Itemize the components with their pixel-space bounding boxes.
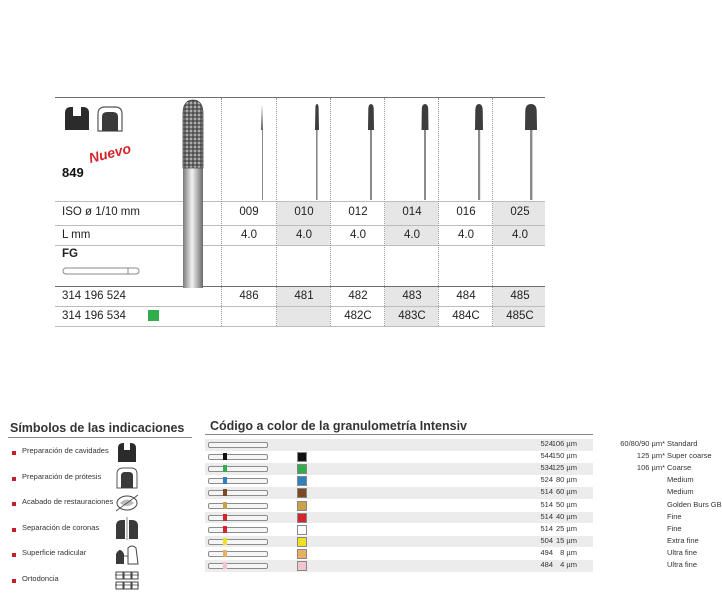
product-number: 849 (62, 165, 84, 180)
restoration-finishing-icon (114, 491, 140, 515)
ref2-value: 484C (452, 310, 480, 322)
bur-shank-icon (208, 527, 268, 533)
color-swatch (297, 561, 307, 571)
ref1-row-label: 314 196 524 (62, 290, 126, 302)
grit-alt-size: 125 µm* (636, 451, 665, 461)
grit-name: Fine (667, 511, 682, 521)
length-value: 4.0 (512, 229, 528, 241)
bur-shank-icon (208, 551, 268, 557)
grit-title: Código a color de la granulometría Intensiv (210, 419, 467, 433)
color-swatch (297, 452, 307, 462)
grit-size: 50 µm (556, 499, 577, 509)
color-band (223, 562, 227, 569)
color-swatch (297, 513, 307, 523)
ref1-value: 485 (510, 290, 530, 302)
grit-row (205, 511, 682, 524)
grit-size: 4 µm (560, 560, 577, 569)
root-surface-icon (114, 542, 140, 566)
grit-code: 524 (540, 475, 553, 485)
grit-code: 504 (540, 535, 553, 545)
bur-shank-icon (208, 563, 268, 569)
color-swatch (297, 464, 307, 474)
grit-name: Fine (667, 523, 682, 533)
length-value: 4.0 (458, 229, 474, 241)
grit-row (205, 499, 722, 512)
grit-row (205, 547, 698, 560)
color-band (223, 453, 227, 460)
grit-code: 534 (540, 463, 553, 473)
crown-separation-icon (114, 517, 140, 541)
ref1-value: 483 (402, 290, 422, 302)
grit-name: Ultra fine (667, 560, 698, 569)
bur-shank-icon (208, 490, 268, 496)
color-swatch (297, 525, 307, 535)
grit-code: 524 (540, 439, 553, 448)
color-swatch (297, 537, 307, 547)
grit-size: 60 µm (556, 487, 577, 497)
bur-shank-icon (208, 478, 268, 484)
grit-code: 484 (540, 560, 553, 569)
color-band (223, 514, 227, 521)
color-band (223, 550, 227, 557)
length-row-label: L mm (62, 229, 91, 241)
ref1-value: 486 (239, 290, 259, 302)
grit-title-rule (205, 434, 593, 435)
grit-size: 8 µm (560, 547, 577, 557)
grit-size: 125 µm (551, 463, 577, 473)
color-band (223, 465, 227, 472)
grit-code: 494 (540, 547, 553, 557)
grit-size: 150 µm (551, 451, 577, 461)
iso-value: 025 (510, 206, 530, 218)
grit-row (205, 523, 682, 536)
bur-shank-icon (208, 466, 268, 472)
iso-row-label: ISO ø 1/10 mm (62, 206, 140, 218)
grit-code: 514 (540, 499, 553, 509)
iso-value: 010 (294, 206, 314, 218)
grit-row (205, 487, 694, 499)
orthodontics-icon (114, 568, 140, 592)
symbol-item (0, 493, 190, 515)
bullet-icon (12, 477, 16, 481)
color-swatch (297, 501, 307, 511)
grit-row (205, 439, 698, 451)
bur-shank-icon (208, 515, 268, 521)
color-band (223, 477, 227, 484)
symbol-label: Separación de coronas (22, 522, 100, 532)
grit-name: Medium (667, 475, 694, 485)
symbol-item (0, 519, 190, 541)
ref1-value: 482 (348, 290, 368, 302)
bullet-icon (12, 579, 16, 583)
grit-name: Medium (667, 487, 694, 497)
grit-name: Ultra fine (667, 547, 698, 557)
grit-name: Extra fine (667, 535, 699, 545)
grit-alt-size: 60/80/90 µm* (620, 439, 665, 448)
grit-name: Golden Burs GB (667, 499, 722, 509)
length-value: 4.0 (350, 229, 366, 241)
length-value: 4.0 (296, 229, 312, 241)
color-band (223, 489, 227, 496)
bur-shank-icon (208, 503, 268, 509)
color-swatch (297, 488, 307, 498)
grit-name: Coarse (667, 463, 692, 473)
length-value: 4.0 (241, 229, 257, 241)
grit-size: 15 µm (556, 535, 577, 545)
grit-code: 544 (540, 451, 553, 461)
symbol-label: Preparación de prótesis (22, 471, 102, 481)
grit-row (205, 560, 698, 572)
grit-name: Super coarse (667, 451, 712, 461)
symbol-label: Acabado de restauraciones (22, 497, 114, 506)
grit-size: 106 µm (551, 439, 577, 448)
grit-row (205, 451, 712, 463)
color-band (223, 526, 227, 533)
grit-size: 80 µm (556, 475, 577, 485)
color-band (223, 502, 227, 509)
grit-code: 514 (540, 523, 553, 533)
grit-size: 25 µm (556, 523, 577, 533)
ref1-value: 484 (456, 290, 476, 302)
symbols-title-rule (8, 437, 192, 438)
iso-value: 016 (456, 206, 476, 218)
color-swatch (297, 476, 307, 486)
color-swatch (297, 549, 307, 559)
length-value: 4.0 (404, 229, 420, 241)
grit-name: Standard (667, 439, 698, 448)
bur-shank-icon (208, 454, 268, 460)
grit-size: 40 µm (556, 511, 577, 521)
grit-alt-size: 106 µm* (636, 463, 665, 473)
iso-value: 012 (348, 206, 368, 218)
ref2-value: 485C (506, 310, 534, 322)
grit-row (205, 535, 699, 548)
symbol-item (0, 570, 190, 592)
bullet-icon (12, 502, 16, 506)
bullet-icon (12, 553, 16, 557)
bullet-icon (12, 451, 16, 455)
grit-code: 514 (540, 511, 553, 521)
shank-system-label: FG (62, 248, 78, 260)
ref2-value: 482C (344, 310, 372, 322)
symbol-label: Preparación de cavidades (22, 446, 109, 455)
symbol-label: Ortodoncia (22, 573, 59, 583)
symbols-title: Símbolos de las indicaciones (10, 421, 185, 435)
symbol-item (0, 544, 190, 566)
symbol-item (0, 442, 190, 464)
symbol-label: Superficie radicular (22, 548, 87, 557)
iso-value: 009 (239, 206, 259, 218)
crown-tooth-icon (114, 466, 140, 490)
bur-shank-icon (208, 539, 268, 545)
cavity-tooth-icon (114, 440, 140, 464)
grit-row (205, 463, 692, 475)
grit-code: 514 (540, 487, 553, 497)
new-badge: Nuevo (87, 140, 133, 166)
ref2-value: 483C (398, 310, 426, 322)
bullet-icon (12, 528, 16, 532)
iso-value: 014 (402, 206, 422, 218)
ref2-row-label: 314 196 534 (62, 310, 126, 322)
bur-shank-icon (208, 442, 268, 448)
ref1-value: 481 (294, 290, 314, 302)
symbol-item (0, 468, 190, 490)
grit-row (205, 475, 694, 487)
color-band (223, 538, 227, 545)
